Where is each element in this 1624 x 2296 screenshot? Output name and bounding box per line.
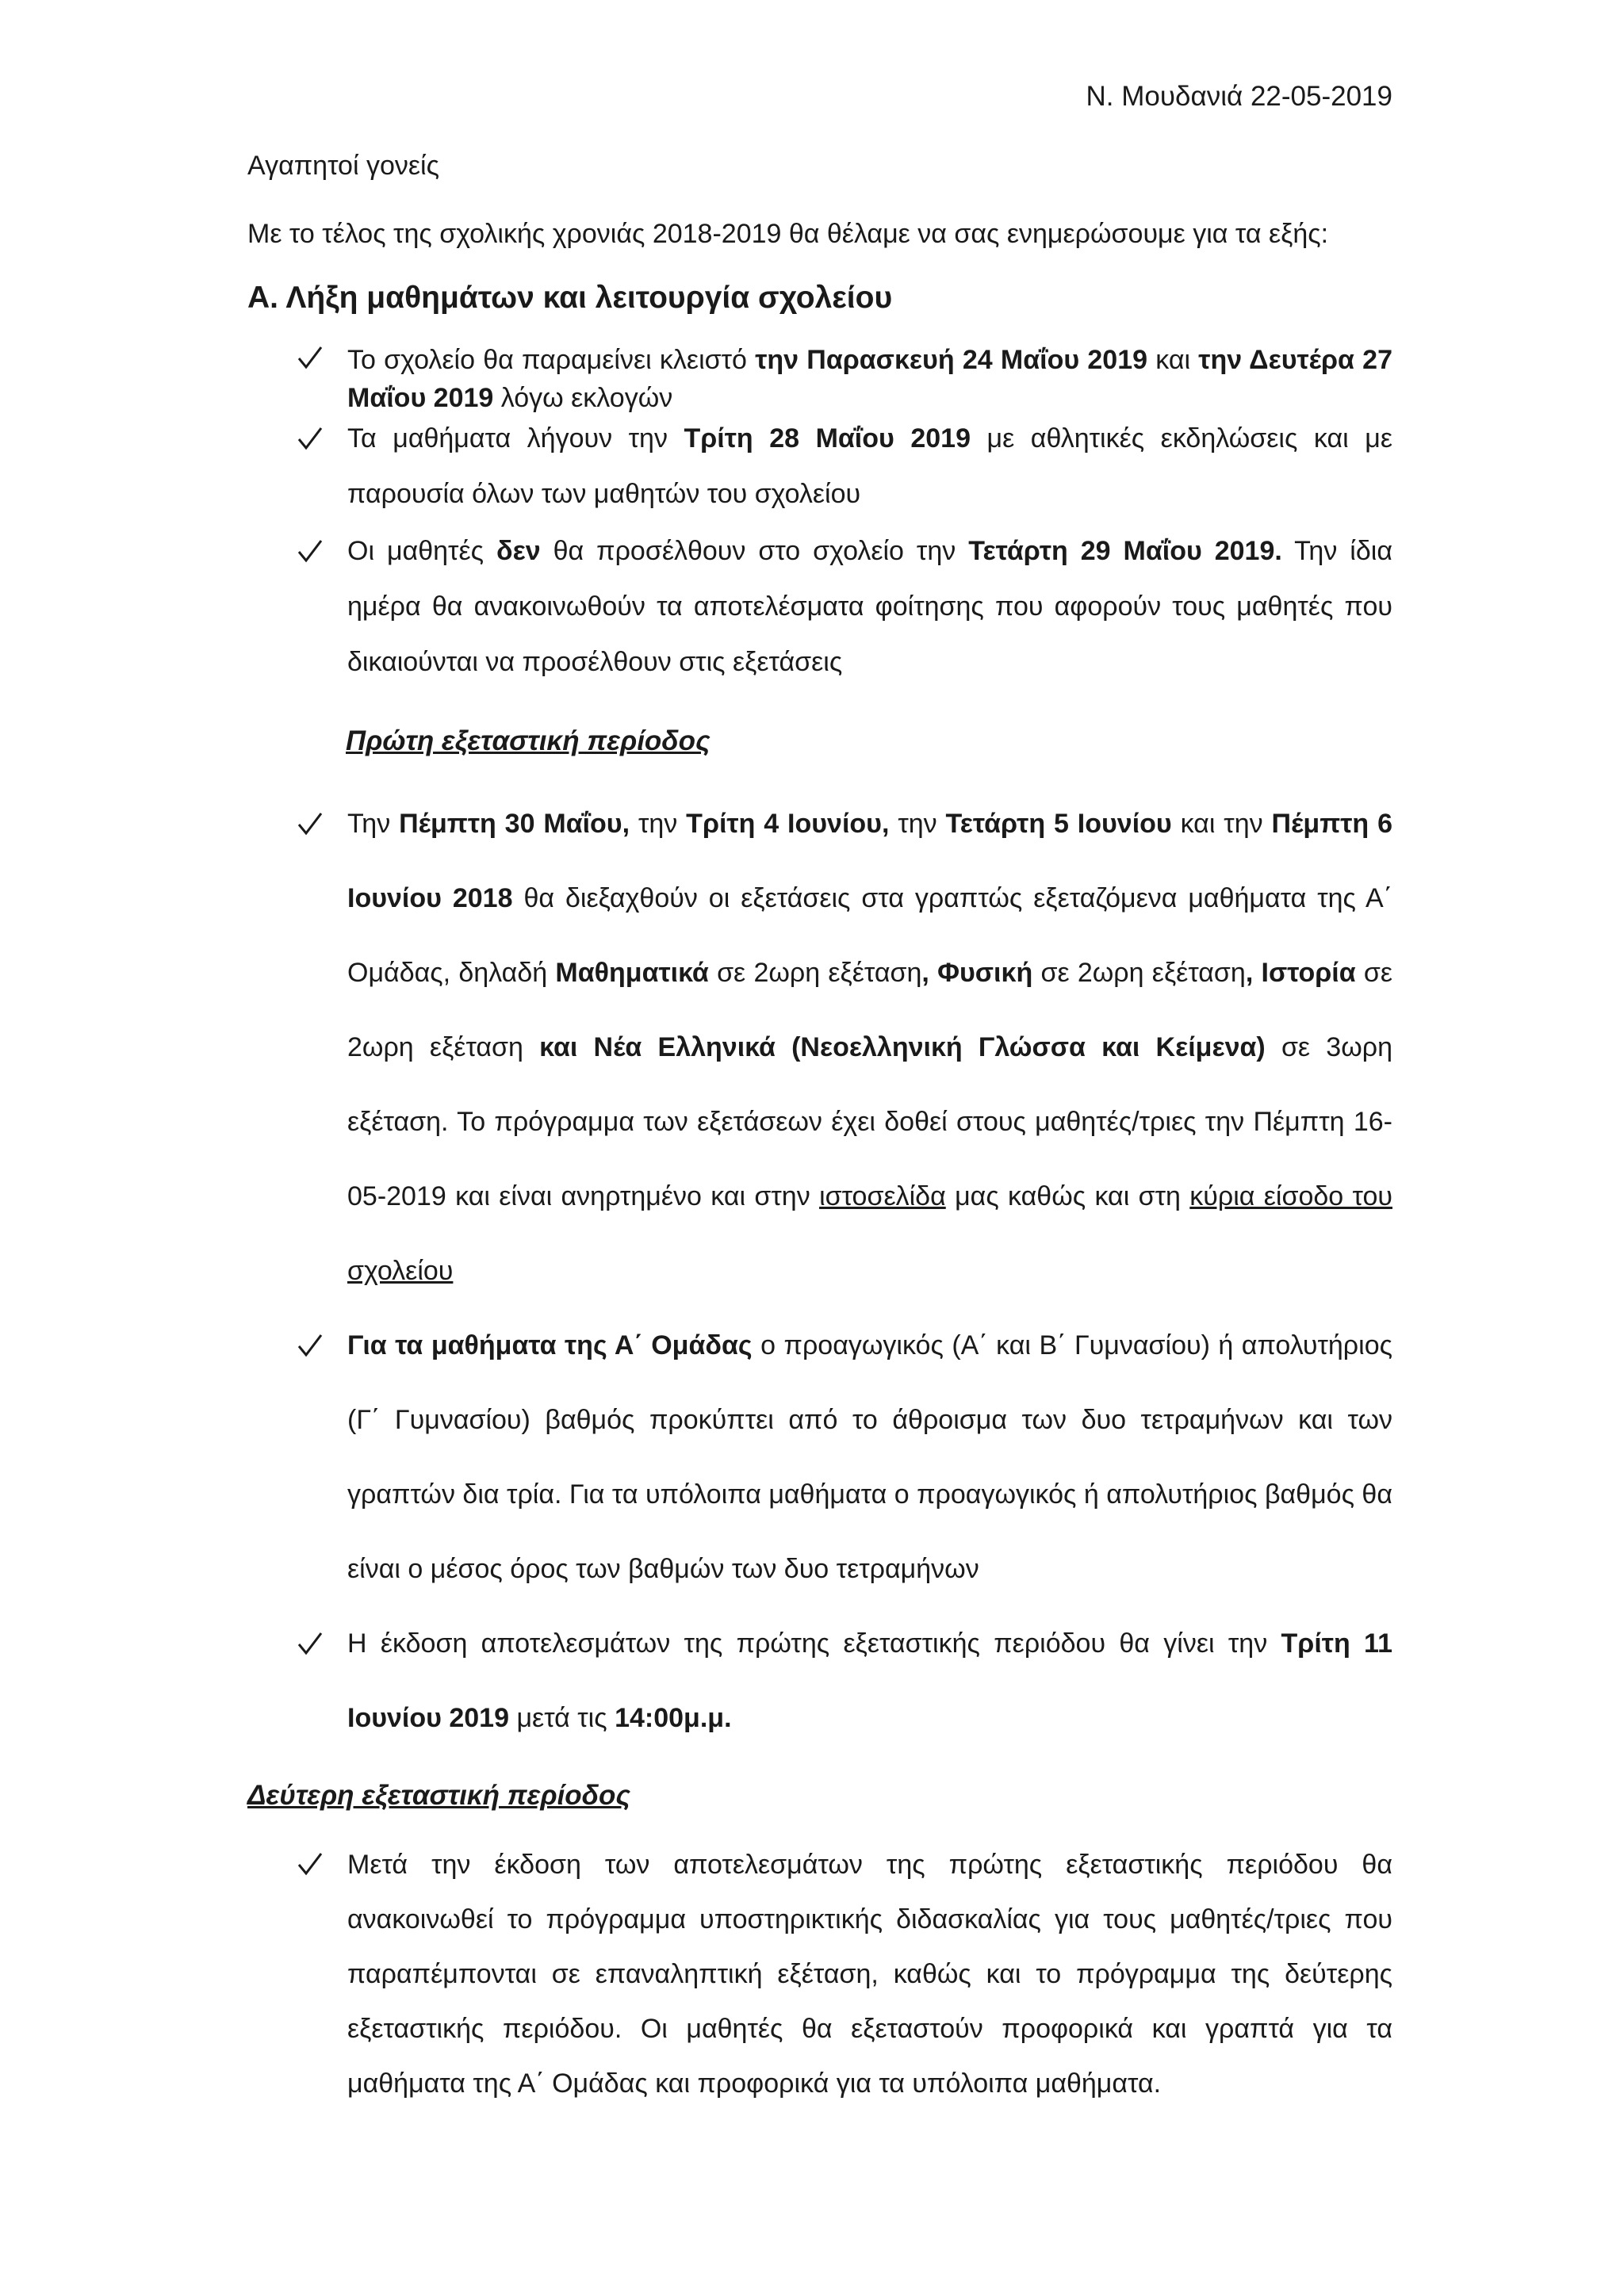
checkmark-icon	[297, 422, 325, 455]
item-text: θα προσέλθουν στο σχολείο την	[540, 536, 969, 566]
school-entrance-underlined-text: κύρια είσοδο του σχολείου	[347, 1181, 1392, 1286]
item-bold-text: και Νέα Ελληνικά (Νεοελληνική Γλώσσα και Κείμενα)	[539, 1032, 1266, 1062]
item-bold-text: Μαθηματικά	[555, 958, 709, 988]
item-text: σε 2ωρη εξέταση	[708, 958, 922, 988]
second-exam-period-list	[297, 1838, 1392, 2111]
first-exam-period-list	[297, 786, 1392, 1755]
item-bold-text: 14:00μ.μ.	[615, 1703, 732, 1733]
item-text: και την	[1171, 809, 1272, 839]
item-bold-text: , Φυσική	[921, 958, 1033, 988]
item-text: την	[889, 809, 946, 839]
list-item	[297, 341, 1392, 417]
item-text: ο προαγωγικός (Α΄ και Β΄ Γυμνασίου) ή απολυτήριος (Γ΄ Γυμνασίου) βαθμός προκύπτει από το άθροισμα των δυο τετραμήνων και των γραπτών δια τρία. Για τα υπόλοιπα μαθήματα ο προαγωγικός ή απολυτήριος βαθμός θα είναι ο μέσος όρος των βαθμών των δυο τετραμήνων	[347, 1330, 1393, 1584]
checkmark-icon	[297, 1627, 325, 1660]
item-text: την	[630, 809, 687, 839]
item-bold-text: , Ιστορία	[1245, 958, 1356, 988]
item-text: Το σχολείο θα παραμείνει κλειστό	[347, 345, 756, 375]
item-text: σε 2ωρη εξέταση	[347, 958, 1392, 1062]
item-text: σε 2ωρη εξέταση	[1032, 958, 1246, 988]
item-text: και	[1147, 345, 1199, 375]
item-bold-text: την Δευτέρα 27 Μαΐου 2019	[347, 345, 1393, 413]
item-text: με αθλητικές εκδηλώσεις και με παρουσία όλων των μαθητών του σχολείου	[347, 423, 1392, 509]
list-item	[297, 411, 1392, 522]
item-bold-text: Τρίτη 11 Ιουνίου 2019	[347, 1628, 1392, 1733]
item-text: λόγω εκλογών	[493, 383, 673, 413]
item-text: Την ίδια ημέρα θα ανακοινωθούν τα αποτελέσματα φοίτησης που αφορούν τους μαθητές που δικαιούνται να προσέλθουν στις εξετάσεις	[347, 536, 1392, 677]
item-bold-text: Τρίτη 4 Ιουνίου,	[686, 809, 890, 839]
item-text: θα διεξαχθούν οι εξετάσεις στα γραπτώς εξεταζόμενα μαθήματα της Α΄ Ομάδας, δηλαδή	[347, 883, 1393, 988]
item-text: μετά τις	[509, 1703, 615, 1733]
item-bold-text: Τρίτη 28 Μαΐου 2019	[684, 423, 971, 453]
checkmark-icon	[297, 534, 325, 568]
website-link[interactable]: ιστοσελίδα	[819, 1181, 946, 1211]
item-text: μας καθώς και στη	[945, 1181, 1190, 1211]
checkmark-icon	[297, 807, 325, 840]
checkmark-icon	[297, 341, 325, 374]
item-text: Η έκδοση αποτελεσμάτων της πρώτης εξεταστικής περιόδου θα γίνει την	[347, 1628, 1281, 1659]
item-text: σε 3ωρη εξέταση. Το πρόγραμμα των εξετάσεων έχει δοθεί στους μαθητές/τριες την Πέμπτη 16-05-2019 και είναι ανηρτημένο και στην	[347, 1032, 1393, 1211]
first-exam-period-heading: Πρώτη εξεταστική περίοδος	[346, 725, 710, 756]
item-bold-text: Τετάρτη 29 Μαΐου 2019.	[968, 536, 1282, 566]
item-bold-text: Για τα μαθήματα της Α΄ Ομάδας	[347, 1330, 753, 1360]
section-a-list	[297, 341, 1392, 690]
intro-paragraph: Με το τέλος της σχολικής χρονιάς 2018-2019 θα θέλαμε να σας ενημερώσουμε για τα εξής:	[247, 219, 1329, 249]
item-text: Την	[347, 809, 400, 839]
checkmark-icon	[297, 1847, 325, 1881]
checkmark-icon	[297, 1329, 325, 1362]
item-bold-text: Πέμπτη 6 Ιουνίου 2018	[347, 809, 1392, 913]
list-item	[297, 1308, 1392, 1606]
list-item	[297, 523, 1392, 690]
item-bold-text: την Παρασκευή 24 Μαΐου 2019	[755, 345, 1148, 375]
list-item	[297, 786, 1392, 1308]
greeting: Αγαπητοί γονείς	[247, 151, 439, 181]
section-a-heading: Α. Λήξη μαθημάτων και λειτουργία σχολείου	[247, 281, 893, 315]
item-bold-text: δεν	[496, 536, 541, 566]
item-bold-text: Πέμπτη 30 Μαΐου,	[399, 809, 630, 839]
list-item	[297, 1606, 1392, 1755]
document-date: Ν. Μουδανιά 22-05-2019	[1086, 81, 1392, 112]
second-exam-period-heading: Δεύτερη εξεταστική περίοδος	[247, 1780, 631, 1811]
list-item	[297, 1838, 1392, 2111]
item-text: Μετά την έκδοση των αποτελεσμάτων της πρώτης εξεταστικής περιόδου θα ανακοινωθεί το πρόγραμμα υποστηρικτικής διδασκαλίας για τους μαθητές/τριες που παραπέμπονται σε επαναληπτική εξέταση, καθώς και το πρόγραμμα της δεύτερης εξεταστικής περιόδου. Οι μαθητές θα εξεταστούν προφορικά και γραπτά για τα μαθήματα της Α΄ Ομάδας και προφορικά για τα υπόλοιπα μαθήματα.	[347, 1850, 1392, 2099]
item-text: Οι μαθητές	[347, 536, 496, 566]
item-text: Τα μαθήματα λήγουν την	[347, 423, 684, 453]
item-bold-text: Τετάρτη 5 Ιουνίου	[945, 809, 1172, 839]
